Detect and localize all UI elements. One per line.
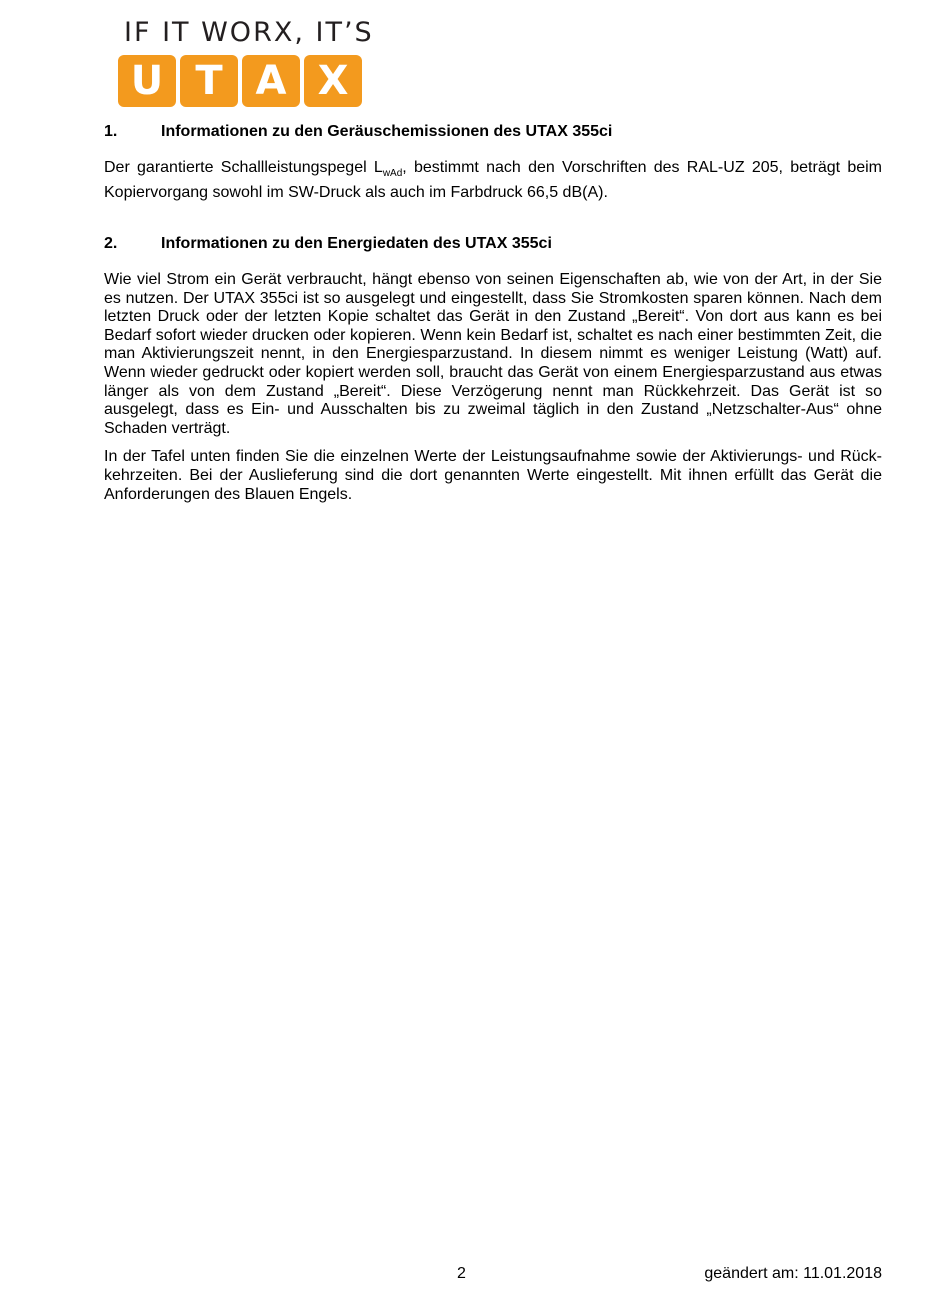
- logo-letter-t: T: [180, 55, 238, 107]
- logo-tagline: IF IT WORX, IT’S: [124, 17, 374, 48]
- changed-date: geändert am: 11.01.2018: [704, 1265, 882, 1282]
- page-number: 2: [457, 1265, 466, 1282]
- section-1-title: Informationen zu den Geräuschemissionen des UTAX 355ci: [161, 123, 613, 140]
- section-2-heading: [104, 235, 882, 253]
- section-2-paragraph-2: In der Tafel unten finden Sie die einzelnen Werte der Leistungsaufnahme sowie der Aktivierungs- und Rückkehrzeiten. Bei der Auslieferung sind die dort genannten Werte eingestellt. Mit ihnen erfüllt das Gerät die Anforderungen des Blauen Engels.: [104, 448, 882, 503]
- logo-letters: [118, 55, 362, 107]
- logo-letter-x: X: [304, 55, 362, 107]
- section-2-number: 2.: [104, 235, 118, 252]
- section-noise: [104, 123, 882, 202]
- noise-subscript: wAd: [382, 168, 403, 180]
- logo-letter-u: U: [118, 55, 176, 107]
- noise-text-start: Der garantierte Schallleistungspegel L: [104, 159, 383, 176]
- section-1-paragraph: [104, 159, 882, 202]
- section-2-paragraph-1: Wie viel Strom ein Gerät verbraucht, hängt ebenso von seinen Eigenschaften ab, wie von der Art, in der Sie es nutzen. Der UTAX 355ci ist so ausgelegt und eingestellt, dass Sie Stromkosten sparen können. Nach dem letzten Druck oder der letzten Kopie schaltet das Gerät in den Zustand „Bereit“. Von dort aus kann es bei Bedarf sofort wieder drucken oder kopieren. Wenn kein Bedarf ist, schaltet es nach einer bestimmten Zeit, die man Aktivierungszeit nennt, in den Energiesparzustand. In diesem nimmt es weniger Leistung (Watt) auf. Wenn wieder gedruckt oder kopiert werden soll, braucht das Gerät von einem Energiesparzustand aus etwas länger als von dem Zustand „Bereit“. Diese Verzögerung nennt man Rückkehrzeit. Das Gerät ist so ausgelegt, dass es Ein- und Ausschalten bis zu zweimal täglich in den Zustand „Netzschalter-Aus“ ohne Schaden verträgt.: [104, 271, 882, 437]
- section-energy: [104, 235, 882, 504]
- section-1-number: 1.: [104, 123, 118, 140]
- logo-letter-a: A: [242, 55, 300, 107]
- noise-text-end: , bestimmt nach den Vorschriften des RAL-UZ 205, beträgt beim Kopiervorgang sowohl im SW-Druck als auch im Farbdruck 66,5 dB(A).: [104, 159, 882, 201]
- utax-logo: [113, 17, 374, 110]
- section-1-heading: [104, 123, 882, 141]
- section-2-title: Informationen zu den Energiedaten des UTAX 355ci: [161, 235, 552, 252]
